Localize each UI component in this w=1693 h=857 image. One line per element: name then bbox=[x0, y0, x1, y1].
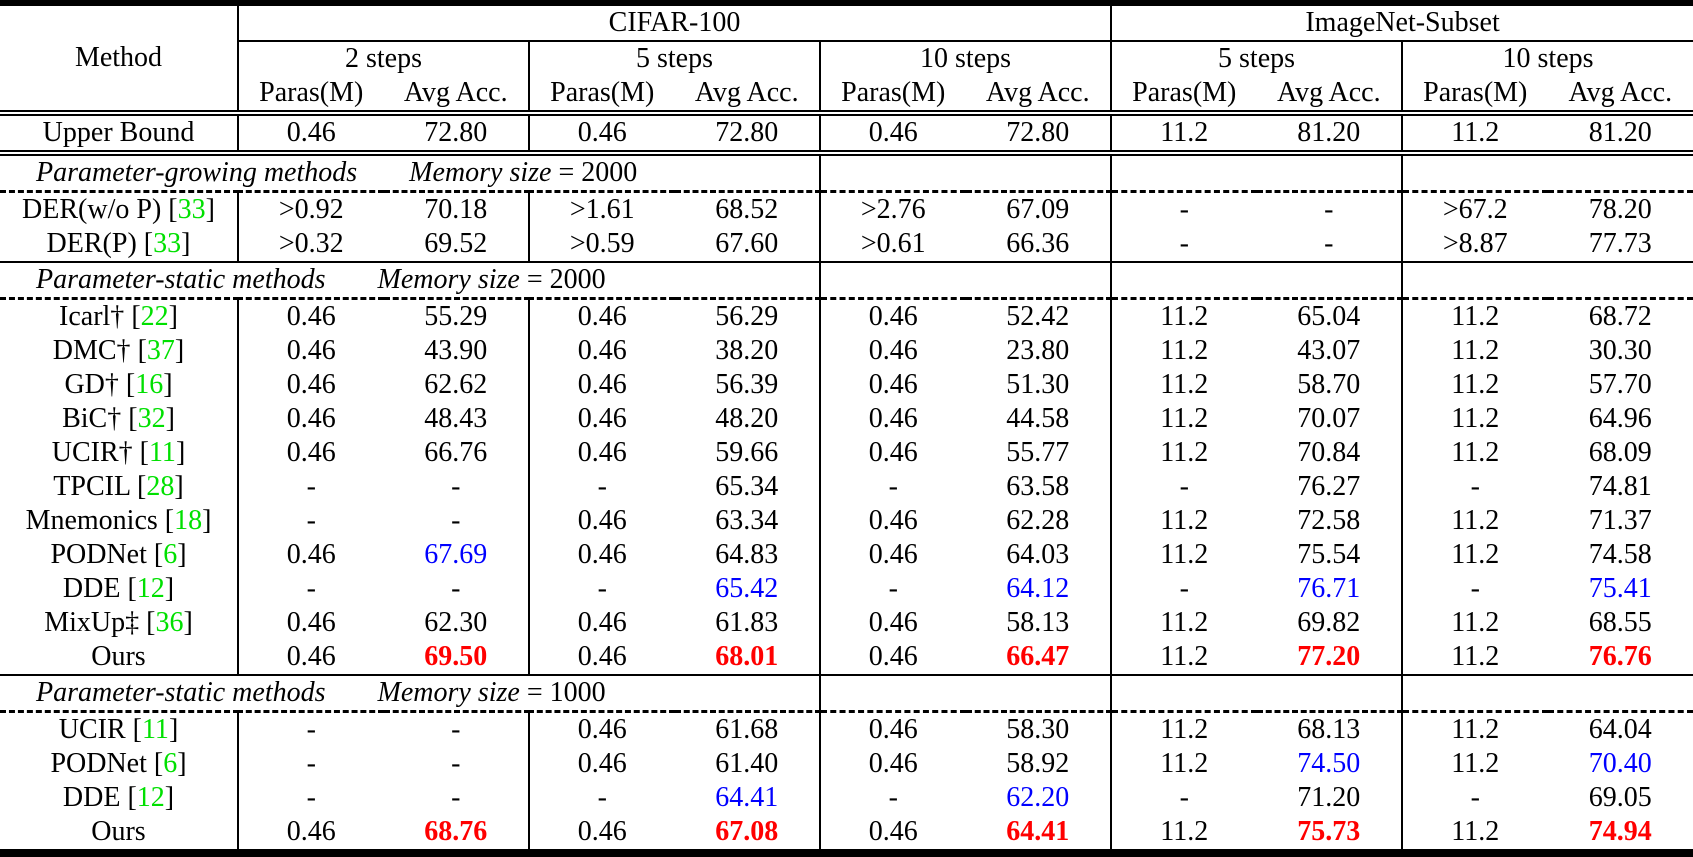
citation-link[interactable]: 33 bbox=[153, 228, 182, 259]
acc-value: 69.52 bbox=[384, 227, 530, 262]
section-filler bbox=[1111, 675, 1402, 712]
method-name: DER(P) bbox=[46, 228, 137, 259]
method-name: Icarl† bbox=[59, 301, 125, 332]
acc-value: 74.81 bbox=[1588, 471, 1652, 502]
memory-size-label: Memory size bbox=[377, 677, 520, 708]
method-name: TPCIL bbox=[53, 471, 131, 502]
paras-value: 11.2 bbox=[1451, 748, 1500, 779]
acc-value: 74.58 bbox=[1588, 539, 1652, 570]
acc-value: - bbox=[384, 572, 530, 606]
acc-value: - bbox=[384, 781, 530, 815]
section-row bbox=[0, 153, 1693, 192]
paras-value: - bbox=[306, 505, 316, 536]
memory-size-value: = 2000 bbox=[519, 264, 606, 295]
citation-link[interactable]: 6 bbox=[163, 539, 178, 570]
acc-value: 74.50 bbox=[1257, 747, 1403, 781]
paras-value: - bbox=[597, 573, 607, 604]
citation-link[interactable]: 11 bbox=[148, 437, 176, 468]
method-cell: Icarl† [22] bbox=[0, 299, 238, 335]
paras-value: 0.46 bbox=[820, 640, 966, 675]
acc-value: 64.41 bbox=[675, 781, 821, 815]
section-filler bbox=[820, 153, 1111, 192]
header-steps-cifar-5: 5 steps bbox=[529, 41, 820, 76]
paras-value: >67.2 bbox=[1442, 194, 1508, 225]
acc-value: 75.73 bbox=[1257, 815, 1403, 853]
paras-value: 0.46 bbox=[577, 403, 627, 434]
method-name: Ours bbox=[91, 816, 146, 847]
paras-value: - bbox=[1179, 573, 1189, 604]
table-row bbox=[0, 334, 1693, 368]
paras-value: >0.92 bbox=[278, 194, 344, 225]
paras-value: >0.32 bbox=[238, 227, 384, 262]
paras-value: 0.46 bbox=[868, 403, 918, 434]
paras-value: 0.46 bbox=[286, 539, 336, 570]
method-name: BiC† bbox=[62, 403, 122, 434]
table-body bbox=[0, 113, 1693, 853]
paras-value: 11.2 bbox=[1451, 335, 1500, 366]
header-steps-cifar-2: 2 steps bbox=[238, 41, 529, 76]
acc-value: 72.80 bbox=[384, 113, 530, 153]
paras-value: - bbox=[306, 471, 316, 502]
acc-value: 71.37 bbox=[1588, 505, 1652, 536]
acc-value: 68.01 bbox=[675, 640, 821, 675]
paras-value: 0.46 bbox=[868, 301, 918, 332]
paras-value: - bbox=[306, 714, 316, 745]
acc-value: 58.13 bbox=[966, 606, 1112, 640]
method-name: UCIR† bbox=[51, 437, 133, 468]
paras-value: - bbox=[1179, 471, 1189, 502]
paras-value: 0.46 bbox=[238, 113, 384, 153]
paras-value: 11.2 bbox=[1451, 403, 1500, 434]
acc-value: 72.80 bbox=[675, 113, 821, 153]
paras-value: 0.46 bbox=[577, 505, 627, 536]
acc-value: 64.96 bbox=[1588, 403, 1652, 434]
method-name: Upper Bound bbox=[42, 117, 195, 148]
header-steps-imagenet-5: 5 steps bbox=[1111, 41, 1402, 76]
header-paras: Paras(M) bbox=[238, 76, 384, 113]
paras-value: 11.2 bbox=[1451, 369, 1500, 400]
table-row bbox=[0, 815, 1693, 853]
header-dataset-imagenet: ImageNet-Subset bbox=[1111, 3, 1693, 41]
acc-value: 58.70 bbox=[1257, 368, 1403, 402]
method-cell bbox=[0, 815, 238, 853]
table-row bbox=[0, 781, 1693, 815]
acc-value: 58.30 bbox=[966, 712, 1112, 748]
acc-value: 76.76 bbox=[1548, 640, 1693, 675]
method-cell: DMC† [37] bbox=[0, 334, 238, 368]
paras-value: 0.46 bbox=[577, 437, 627, 468]
paras-value: - bbox=[888, 471, 898, 502]
dataset-header-row bbox=[0, 3, 1693, 41]
table-header bbox=[0, 3, 1693, 113]
acc-value: 63.34 bbox=[675, 504, 821, 538]
steps-header-row bbox=[0, 41, 1693, 76]
acc-value: - bbox=[1257, 192, 1403, 228]
section-filler bbox=[1402, 262, 1693, 299]
paras-value: 11.2 bbox=[1451, 539, 1500, 570]
acc-value: 81.20 bbox=[1548, 113, 1693, 153]
paras-value: >8.87 bbox=[1402, 227, 1548, 262]
paras-value: 0.46 bbox=[868, 607, 918, 638]
paras-value: - bbox=[1179, 194, 1189, 225]
acc-value: 51.30 bbox=[966, 368, 1112, 402]
memory-size-value: = 1000 bbox=[519, 677, 606, 708]
table-row bbox=[0, 402, 1693, 436]
table-row bbox=[0, 470, 1693, 504]
paras-value: 11.2 bbox=[1111, 113, 1257, 153]
paras-value: - bbox=[597, 471, 607, 502]
acc-value: 77.73 bbox=[1548, 227, 1693, 262]
method-name: PODNet bbox=[50, 539, 147, 570]
paras-value: 0.46 bbox=[286, 369, 336, 400]
memory-size-value: = 2000 bbox=[551, 157, 638, 188]
paras-value: 0.46 bbox=[868, 714, 918, 745]
acc-value: 44.58 bbox=[966, 402, 1112, 436]
section-filler bbox=[820, 262, 1111, 299]
acc-value: 70.40 bbox=[1588, 748, 1652, 779]
table-row bbox=[0, 436, 1693, 470]
table-row bbox=[0, 572, 1693, 606]
citation-link[interactable]: 33 bbox=[177, 194, 206, 225]
paras-value: 11.2 bbox=[1160, 714, 1209, 745]
header-steps-cifar-10: 10 steps bbox=[820, 41, 1111, 76]
method-cell: TPCIL [28] bbox=[0, 470, 238, 504]
acc-value: 62.30 bbox=[384, 606, 530, 640]
paras-value: 11.2 bbox=[1451, 714, 1500, 745]
header-avg-acc: Avg Acc. bbox=[675, 76, 821, 113]
table-row bbox=[0, 504, 1693, 538]
citation-link[interactable]: 12 bbox=[136, 782, 165, 813]
column-header-method: Method bbox=[0, 3, 238, 113]
paras-value: 11.2 bbox=[1160, 539, 1209, 570]
acc-value: 61.68 bbox=[675, 712, 821, 748]
acc-value: 68.72 bbox=[1588, 301, 1652, 332]
acc-value: 61.40 bbox=[675, 747, 821, 781]
acc-value: 64.04 bbox=[1588, 714, 1652, 745]
section-filler bbox=[1402, 153, 1693, 192]
acc-value: 71.20 bbox=[1257, 781, 1403, 815]
table-row bbox=[0, 606, 1693, 640]
acc-value: 55.77 bbox=[966, 436, 1112, 470]
paras-value: >0.61 bbox=[820, 227, 966, 262]
acc-value: 59.66 bbox=[675, 436, 821, 470]
paras-value: 11.2 bbox=[1160, 748, 1209, 779]
paras-value: 11.2 bbox=[1160, 437, 1209, 468]
acc-value: 78.20 bbox=[1588, 194, 1652, 225]
paras-value: 11.2 bbox=[1451, 301, 1500, 332]
paras-value: - bbox=[306, 573, 316, 604]
acc-value: 77.20 bbox=[1257, 640, 1403, 675]
acc-value: 56.39 bbox=[675, 368, 821, 402]
citation-link[interactable]: 28 bbox=[146, 471, 175, 502]
header-avg-acc: Avg Acc. bbox=[1548, 76, 1693, 113]
method-cell: PODNet [6] bbox=[0, 747, 238, 781]
method-cell: GD† [16] bbox=[0, 368, 238, 402]
acc-value: 68.76 bbox=[384, 815, 530, 853]
section-filler bbox=[1402, 675, 1693, 712]
paras-value: - bbox=[1179, 782, 1189, 813]
section-filler bbox=[1111, 153, 1402, 192]
section-label bbox=[0, 675, 820, 712]
acc-value: 52.42 bbox=[966, 299, 1112, 335]
paras-value: 11.2 bbox=[1451, 816, 1500, 847]
paras-value: >0.59 bbox=[529, 227, 675, 262]
acc-value: 65.34 bbox=[675, 470, 821, 504]
acc-value: 66.76 bbox=[384, 436, 530, 470]
paras-value: 0.46 bbox=[286, 403, 336, 434]
acc-value: 67.09 bbox=[966, 192, 1112, 228]
citation-link[interactable]: 16 bbox=[135, 369, 164, 400]
table-row bbox=[0, 227, 1693, 262]
header-paras: Paras(M) bbox=[1111, 76, 1257, 113]
acc-value: - bbox=[384, 712, 530, 748]
header-steps-imagenet-10: 10 steps bbox=[1502, 43, 1594, 74]
method-cell: DER(w/o P) [33] bbox=[0, 192, 238, 228]
method-name: Ours bbox=[91, 641, 146, 672]
paras-value: 0.46 bbox=[577, 714, 627, 745]
acc-value: 69.05 bbox=[1588, 782, 1652, 813]
paras-value: 0.46 bbox=[868, 748, 918, 779]
paras-value: 0.46 bbox=[868, 335, 918, 366]
method-cell: DDE [12] bbox=[0, 572, 238, 606]
paras-value: 0.46 bbox=[820, 113, 966, 153]
method-cell: UCIR† [11] bbox=[0, 436, 238, 470]
paras-value: 0.46 bbox=[577, 335, 627, 366]
header-dataset-cifar100: CIFAR-100 bbox=[238, 3, 1111, 41]
method-cell: DDE [12] bbox=[0, 781, 238, 815]
method-cell: DER(P) [33] bbox=[0, 227, 238, 262]
paras-value: 0.46 bbox=[868, 816, 918, 847]
paras-value: 11.2 bbox=[1160, 301, 1209, 332]
paras-value: >1.61 bbox=[569, 194, 635, 225]
paras-value: 0.46 bbox=[529, 640, 675, 675]
acc-value: 48.20 bbox=[675, 402, 821, 436]
acc-value: 72.80 bbox=[966, 113, 1112, 153]
method-name: MixUp‡ bbox=[44, 607, 140, 638]
method-cell: UCIR [11] bbox=[0, 712, 238, 748]
paras-value: 0.46 bbox=[868, 505, 918, 536]
section-row bbox=[0, 262, 1693, 299]
paras-value: 11.2 bbox=[1451, 437, 1500, 468]
paras-value: 11.2 bbox=[1111, 640, 1257, 675]
method-cell: BiC† [32] bbox=[0, 402, 238, 436]
acc-value: 55.29 bbox=[384, 299, 530, 335]
acc-value: 64.03 bbox=[966, 538, 1112, 572]
header-avg-acc: Avg Acc. bbox=[966, 76, 1112, 113]
citation-link[interactable]: 12 bbox=[136, 573, 165, 604]
acc-value: 58.92 bbox=[966, 747, 1112, 781]
method-name: GD† bbox=[64, 369, 119, 400]
method-cell: PODNet [6] bbox=[0, 538, 238, 572]
table-row bbox=[0, 640, 1693, 675]
acc-value: 70.84 bbox=[1257, 436, 1403, 470]
method-name: DDE bbox=[62, 573, 121, 604]
method-name: DER(w/o P) bbox=[22, 194, 162, 225]
acc-value: 81.20 bbox=[1257, 113, 1403, 153]
acc-value: 56.29 bbox=[675, 299, 821, 335]
header-avg-acc: Avg Acc. bbox=[1257, 76, 1403, 113]
acc-value: 69.82 bbox=[1257, 606, 1403, 640]
section-filler bbox=[1111, 262, 1402, 299]
paras-value: 0.46 bbox=[577, 369, 627, 400]
acc-value: 68.09 bbox=[1588, 437, 1652, 468]
method-cell bbox=[0, 113, 238, 153]
acc-value: 23.80 bbox=[966, 334, 1112, 368]
acc-value: 68.55 bbox=[1588, 607, 1652, 638]
acc-value: 72.58 bbox=[1257, 504, 1403, 538]
acc-value: 62.20 bbox=[966, 781, 1112, 815]
paras-value: - bbox=[888, 573, 898, 604]
section-title: Parameter-static methods bbox=[36, 677, 326, 708]
paras-value: 0.46 bbox=[286, 816, 336, 847]
table-row bbox=[0, 113, 1693, 153]
acc-value: 64.83 bbox=[675, 538, 821, 572]
paras-value: 0.46 bbox=[286, 607, 336, 638]
acc-value: - bbox=[1257, 227, 1403, 262]
acc-value: 70.07 bbox=[1257, 402, 1403, 436]
section-row bbox=[0, 675, 1693, 712]
header-paras: Paras(M) bbox=[820, 76, 966, 113]
paras-value: - bbox=[597, 782, 607, 813]
acc-value: 70.18 bbox=[384, 192, 530, 228]
acc-value: 43.07 bbox=[1257, 334, 1403, 368]
memory-size-label: Memory size bbox=[409, 157, 552, 188]
paras-value: - bbox=[306, 782, 316, 813]
table-row bbox=[0, 368, 1693, 402]
acc-value: 43.90 bbox=[384, 334, 530, 368]
paras-value: 11.2 bbox=[1160, 369, 1209, 400]
paras-value: 11.2 bbox=[1160, 607, 1209, 638]
section-filler bbox=[820, 675, 1111, 712]
paras-value: 0.46 bbox=[286, 301, 336, 332]
acc-value: 75.41 bbox=[1588, 573, 1652, 604]
paras-value: 0.46 bbox=[577, 748, 627, 779]
acc-value: 38.20 bbox=[675, 334, 821, 368]
table-row bbox=[0, 747, 1693, 781]
acc-value: 64.12 bbox=[966, 572, 1112, 606]
paras-value: - bbox=[888, 782, 898, 813]
paras-value: 11.2 bbox=[1160, 403, 1209, 434]
method-name: PODNet bbox=[50, 748, 147, 779]
acc-value: - bbox=[384, 747, 530, 781]
acc-value: 75.54 bbox=[1257, 538, 1403, 572]
paras-value: 11.2 bbox=[1451, 607, 1500, 638]
memory-size-label: Memory size bbox=[377, 264, 520, 295]
acc-value: 74.94 bbox=[1588, 816, 1652, 847]
paras-value: 11.2 bbox=[1451, 505, 1500, 536]
paras-value: 0.46 bbox=[577, 816, 627, 847]
paras-value: 11.2 bbox=[1402, 640, 1548, 675]
section-label bbox=[0, 262, 820, 299]
acc-value: 67.60 bbox=[675, 227, 821, 262]
section-label bbox=[0, 153, 820, 192]
citation-link[interactable]: 32 bbox=[137, 403, 166, 434]
acc-value: 62.28 bbox=[966, 504, 1112, 538]
method-name: DDE bbox=[62, 782, 121, 813]
paras-value: 11.2 bbox=[1160, 505, 1209, 536]
acc-value: 57.70 bbox=[1588, 369, 1652, 400]
header-avg-acc: Avg Acc. bbox=[384, 76, 530, 113]
table-row bbox=[0, 299, 1693, 335]
header-paras: Paras(M) bbox=[1402, 76, 1548, 113]
acc-value: 68.52 bbox=[675, 192, 821, 228]
acc-value: - bbox=[384, 504, 530, 538]
paras-value: 0.46 bbox=[577, 539, 627, 570]
method-name: UCIR bbox=[58, 714, 126, 745]
table-row bbox=[0, 538, 1693, 572]
acc-value: 48.43 bbox=[384, 402, 530, 436]
paras-value: - bbox=[1470, 782, 1480, 813]
paras-value: 0.46 bbox=[577, 301, 627, 332]
acc-value: 76.27 bbox=[1257, 470, 1403, 504]
paras-value: - bbox=[1470, 471, 1480, 502]
method-cell: MixUp‡ [36] bbox=[0, 606, 238, 640]
paras-value: >2.76 bbox=[860, 194, 926, 225]
citation-link[interactable]: 11 bbox=[141, 714, 169, 745]
acc-value: 61.83 bbox=[675, 606, 821, 640]
acc-value: 68.13 bbox=[1257, 712, 1403, 748]
acc-value: 63.58 bbox=[966, 470, 1112, 504]
acc-value: 67.69 bbox=[384, 538, 530, 572]
citation-link[interactable]: 37 bbox=[146, 335, 175, 366]
table-row bbox=[0, 712, 1693, 748]
paras-value: 0.46 bbox=[529, 113, 675, 153]
paras-value: 0.46 bbox=[238, 640, 384, 675]
paras-value: - bbox=[1470, 573, 1480, 604]
paras-value: - bbox=[306, 748, 316, 779]
paras-value: 11.2 bbox=[1402, 113, 1548, 153]
citation-link[interactable]: 22 bbox=[140, 301, 169, 332]
acc-value: 65.04 bbox=[1257, 299, 1403, 335]
acc-value: 67.08 bbox=[675, 815, 821, 853]
acc-value: 30.30 bbox=[1588, 335, 1652, 366]
paras-value: 11.2 bbox=[1160, 816, 1209, 847]
citation-link[interactable]: 36 bbox=[155, 607, 184, 638]
paras-value: 0.46 bbox=[868, 539, 918, 570]
section-title: Parameter-static methods bbox=[36, 264, 326, 295]
paras-value: 0.46 bbox=[868, 437, 918, 468]
paras-value: 0.46 bbox=[286, 437, 336, 468]
acc-value: 76.71 bbox=[1257, 572, 1403, 606]
acc-value: 66.36 bbox=[966, 227, 1112, 262]
header-paras: Paras(M) bbox=[529, 76, 675, 113]
subcolumn-header-row bbox=[0, 76, 1693, 113]
acc-value: 66.47 bbox=[966, 640, 1112, 675]
method-name: DMC† bbox=[52, 335, 131, 366]
section-title: Parameter-growing methods bbox=[36, 157, 358, 188]
method-name: Mnemonics bbox=[25, 505, 158, 536]
acc-value: - bbox=[384, 470, 530, 504]
paras-value: - bbox=[1111, 227, 1257, 262]
paras-value: 11.2 bbox=[1160, 335, 1209, 366]
paras-value: 0.46 bbox=[577, 607, 627, 638]
acc-value: 69.50 bbox=[384, 640, 530, 675]
paras-value: 0.46 bbox=[286, 335, 336, 366]
acc-value: 65.42 bbox=[675, 572, 821, 606]
citation-link[interactable]: 6 bbox=[163, 748, 178, 779]
acc-value: 62.62 bbox=[384, 368, 530, 402]
paras-value: 0.46 bbox=[868, 369, 918, 400]
method-cell bbox=[0, 640, 238, 675]
method-cell: Mnemonics [18] bbox=[0, 504, 238, 538]
citation-link[interactable]: 18 bbox=[174, 505, 203, 536]
table-row bbox=[0, 192, 1693, 228]
acc-value: 64.41 bbox=[966, 815, 1112, 853]
